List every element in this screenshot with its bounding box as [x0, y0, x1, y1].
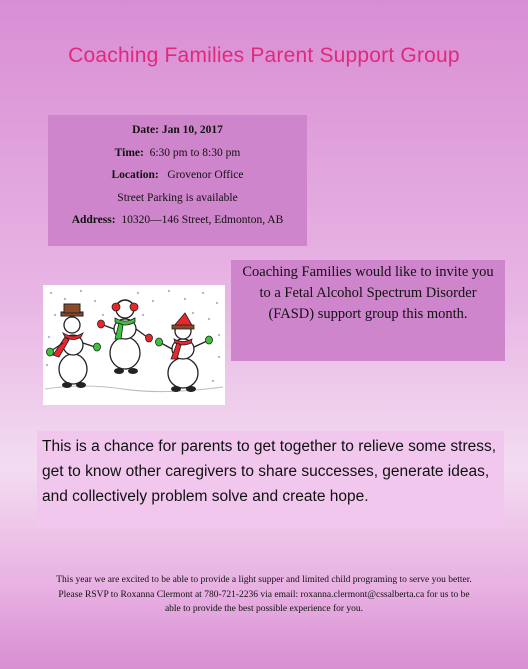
location-value: Grovenor Office	[167, 169, 244, 181]
event-date	[48, 119, 307, 142]
address-label: Address:	[71, 214, 116, 226]
event-location	[48, 164, 307, 187]
event-details-box	[48, 115, 307, 246]
time-label: Time:	[114, 146, 144, 159]
date-value: Jan 10, 2017	[161, 124, 223, 136]
time-value: 6:30 pm to 8:30 pm	[149, 146, 241, 159]
footer-line-2: Please RSVP to Roxanna Clermont at 780-721-2236 via email: roxanna.clermont@cssalberta.ca for us to be	[58, 589, 470, 600]
snowmen-icon	[43, 285, 225, 405]
description-box: This is a chance for parents to get together to relieve some stress, get to know other caregivers to share successes, generate ideas, and collectively problem solve and create hope.	[37, 431, 504, 528]
location-label: Location:	[111, 169, 159, 181]
address-value: 10320—146 Street, Edmonton, AB	[121, 214, 284, 226]
event-time	[48, 142, 307, 165]
snowmen-illustration	[43, 285, 225, 405]
footer-line-1: This year we are excited to be able to provide a light supper and limited child programing to serve you better.	[56, 575, 472, 585]
page-title: Coaching Families Parent Support Group	[68, 44, 460, 67]
footer-line-3: able to provide the best possible experience for you.	[164, 604, 364, 614]
event-parking: Street Parking is available	[117, 191, 238, 204]
invite-box: Coaching Families would like to invite you to a Fetal Alcohol Spectrum Disorder (FASD) support group this month.	[231, 260, 505, 361]
date-label: Date:	[132, 124, 159, 136]
event-address	[48, 209, 307, 232]
rsvp-footer	[20, 573, 508, 617]
